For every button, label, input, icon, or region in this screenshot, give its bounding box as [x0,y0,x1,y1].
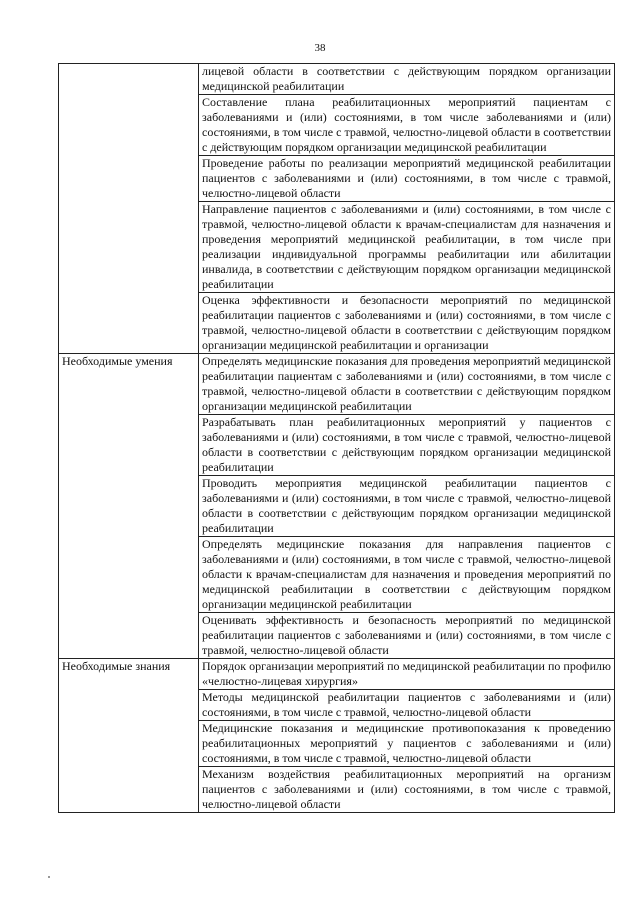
table-row [59,354,615,415]
table-row [59,613,615,659]
table-row [59,293,615,354]
table-cell: Методы медицинской реабилитации пациентов с заболеваниями и (или) состояниями, в том числе с травмой, челюстно-лицевой области [199,690,615,721]
table-cell: Направление пациентов с заболеваниями и (или) состояниями, в том числе с травмой, челюстно-лицевой области к врачам-специалистам для назначения и проведения мероприятий медицинской реабилитации, в том числе при реализации индивидуальной программы реабилитации или абилитации инвалида, в соответствии с действующим порядком организации медицинской реабилитации [199,202,615,293]
table-cell: Проведение работы по реализации мероприятий медицинской реабилитации пациентов с заболеваниями и (или) состояниями, в том числе с травмой, челюстно-лицевой области [199,156,615,202]
page-number: 38 [314,42,326,54]
table-row [59,415,615,476]
requirements-table [58,63,615,813]
table-row [59,537,615,613]
table-row [59,690,615,721]
table-cell: Разрабатывать план реабилитационных мероприятий у пациентов с заболеваниями и (или) состояниями, в том числе с травмой, челюстно-лицевой области в соответствии с действующим порядком организации медицинской реабилитации [199,415,615,476]
table-cell: Оценивать эффективность и безопасность мероприятий по медицинской реабилитации пациентов с заболеваниями и (или) состояниями, в том числе с травмой, челюстно-лицевой области [199,613,615,659]
table-row [59,156,615,202]
table-cell: Определять медицинские показания для проведения мероприятий медицинской реабилитации пациентам с заболеваниями и (или) состояниями, в том числе с травмой, челюстно-лицевой области в соответствии с действующим порядком организации медицинской реабилитации [199,354,615,415]
section-label [59,64,199,95]
table-cell: Определять медицинские показания для направления пациентов с заболеваниями и (или) состояниями, в том числе с травмой, челюстно-лицевой области к врачам-специалистам для назначения и проведения мероприятий по медицинской реабилитации в соответствии с действующим порядком организации медицинской реабилитации [199,537,615,613]
table-row [59,64,615,95]
table-row [59,476,615,537]
section-label-skills: Необходимые умения [59,354,199,415]
section-label-knowledge: Необходимые знания [59,659,199,690]
table-row [59,202,615,293]
table-cell: Механизм воздействия реабилитационных мероприятий на организм пациентов с заболеваниями и (или) состояниями, в том числе с травмой, челюстно-лицевой области [199,767,615,813]
table-cell: Проводить мероприятия медицинской реабилитации пациентов с заболеваниями и (или) состояниями, в том числе с травмой, челюстно-лицевой области в соответствии с действующим порядком организации медицинской реабилитации [199,476,615,537]
table-row [59,659,615,690]
table-row [59,721,615,767]
table-cell: лицевой области в соответствии с действующим порядком организации медицинской реабилитации [199,64,615,95]
table-cell: Медицинские показания и медицинские противопоказания к проведению реабилитационных мероприятий у пациентов с заболеваниями и (или) состояниями, в том числе с травмой, челюстно-лицевой области [199,721,615,767]
table-cell: Оценка эффективности и безопасности мероприятий по медицинской реабилитации пациентов с заболеваниями и (или) состояниями, в том числе с травмой, челюстно-лицевой области в соответствии с действующим порядком организации медицинской реабилитации и организации [199,293,615,354]
table-cell: Порядок организации мероприятий по медицинской реабилитации по профилю «челюстно-лицевая хирургия» [199,659,615,690]
table-row [59,95,615,156]
table-cell: Составление плана реабилитационных мероприятий пациентам с заболеваниями и (или) состояниями, в том числе заболеваниями и (или) состояниями, в том числе с травмой, челюстно-лицевой области в соответствии с действующим порядком организации медицинской реабилитации [199,95,615,156]
table-row [59,767,615,813]
scan-speck [48,876,50,878]
